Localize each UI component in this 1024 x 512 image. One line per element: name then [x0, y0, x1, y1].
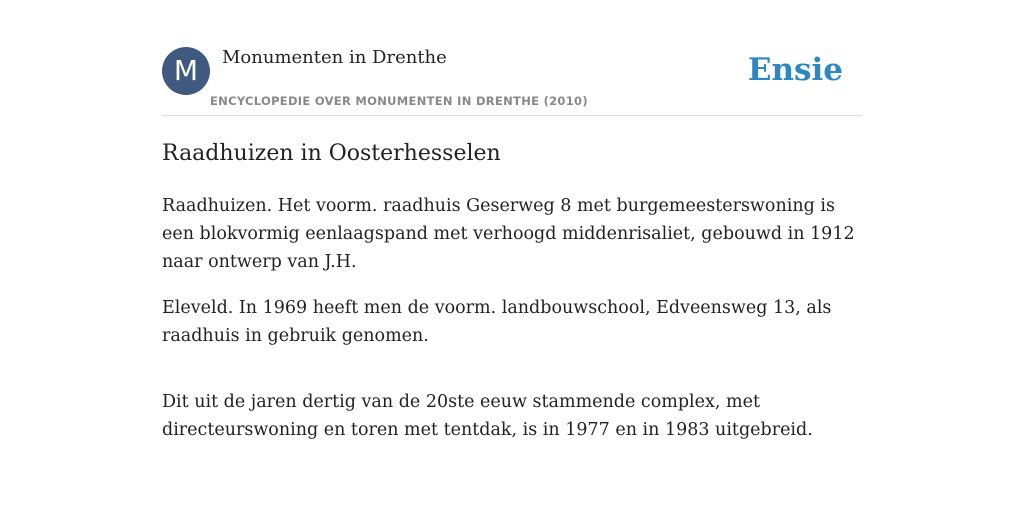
- avatar[interactable]: M: [162, 47, 210, 95]
- source-title-link[interactable]: Monumenten in Drenthe: [222, 47, 447, 68]
- article-title: Raadhuizen in Oosterhesselen: [162, 141, 501, 166]
- page-container: [162, 0, 862, 440]
- article-body: [162, 192, 862, 462]
- source-subtitle: ENCYCLOPEDIE OVER MONUMENTEN IN DRENTHE (2010): [210, 94, 588, 108]
- source-header: [162, 0, 862, 116]
- ensie-logo-link[interactable]: Ensie: [747, 52, 843, 88]
- article-paragraph: Raadhuizen. Het voorm. raadhuis Geserweg 8 met burgemeesterswoning is een blokvormig eenlaagspand met verhoogd middenrisaliet, gebouwd in 1912 naar ontwerp van J.H.: [162, 196, 855, 272]
- article-paragraph: Dit uit de jaren dertig van de 20ste eeuw stammende complex, met directeurswoning en toren met tentdak, is in 1977 en in 1983 uitgebreid.: [162, 392, 813, 440]
- article-paragraph: Eleveld. In 1969 heeft men de voorm. landbouwschool, Edveensweg 13, als raadhuis in gebruik genomen.: [162, 298, 832, 346]
